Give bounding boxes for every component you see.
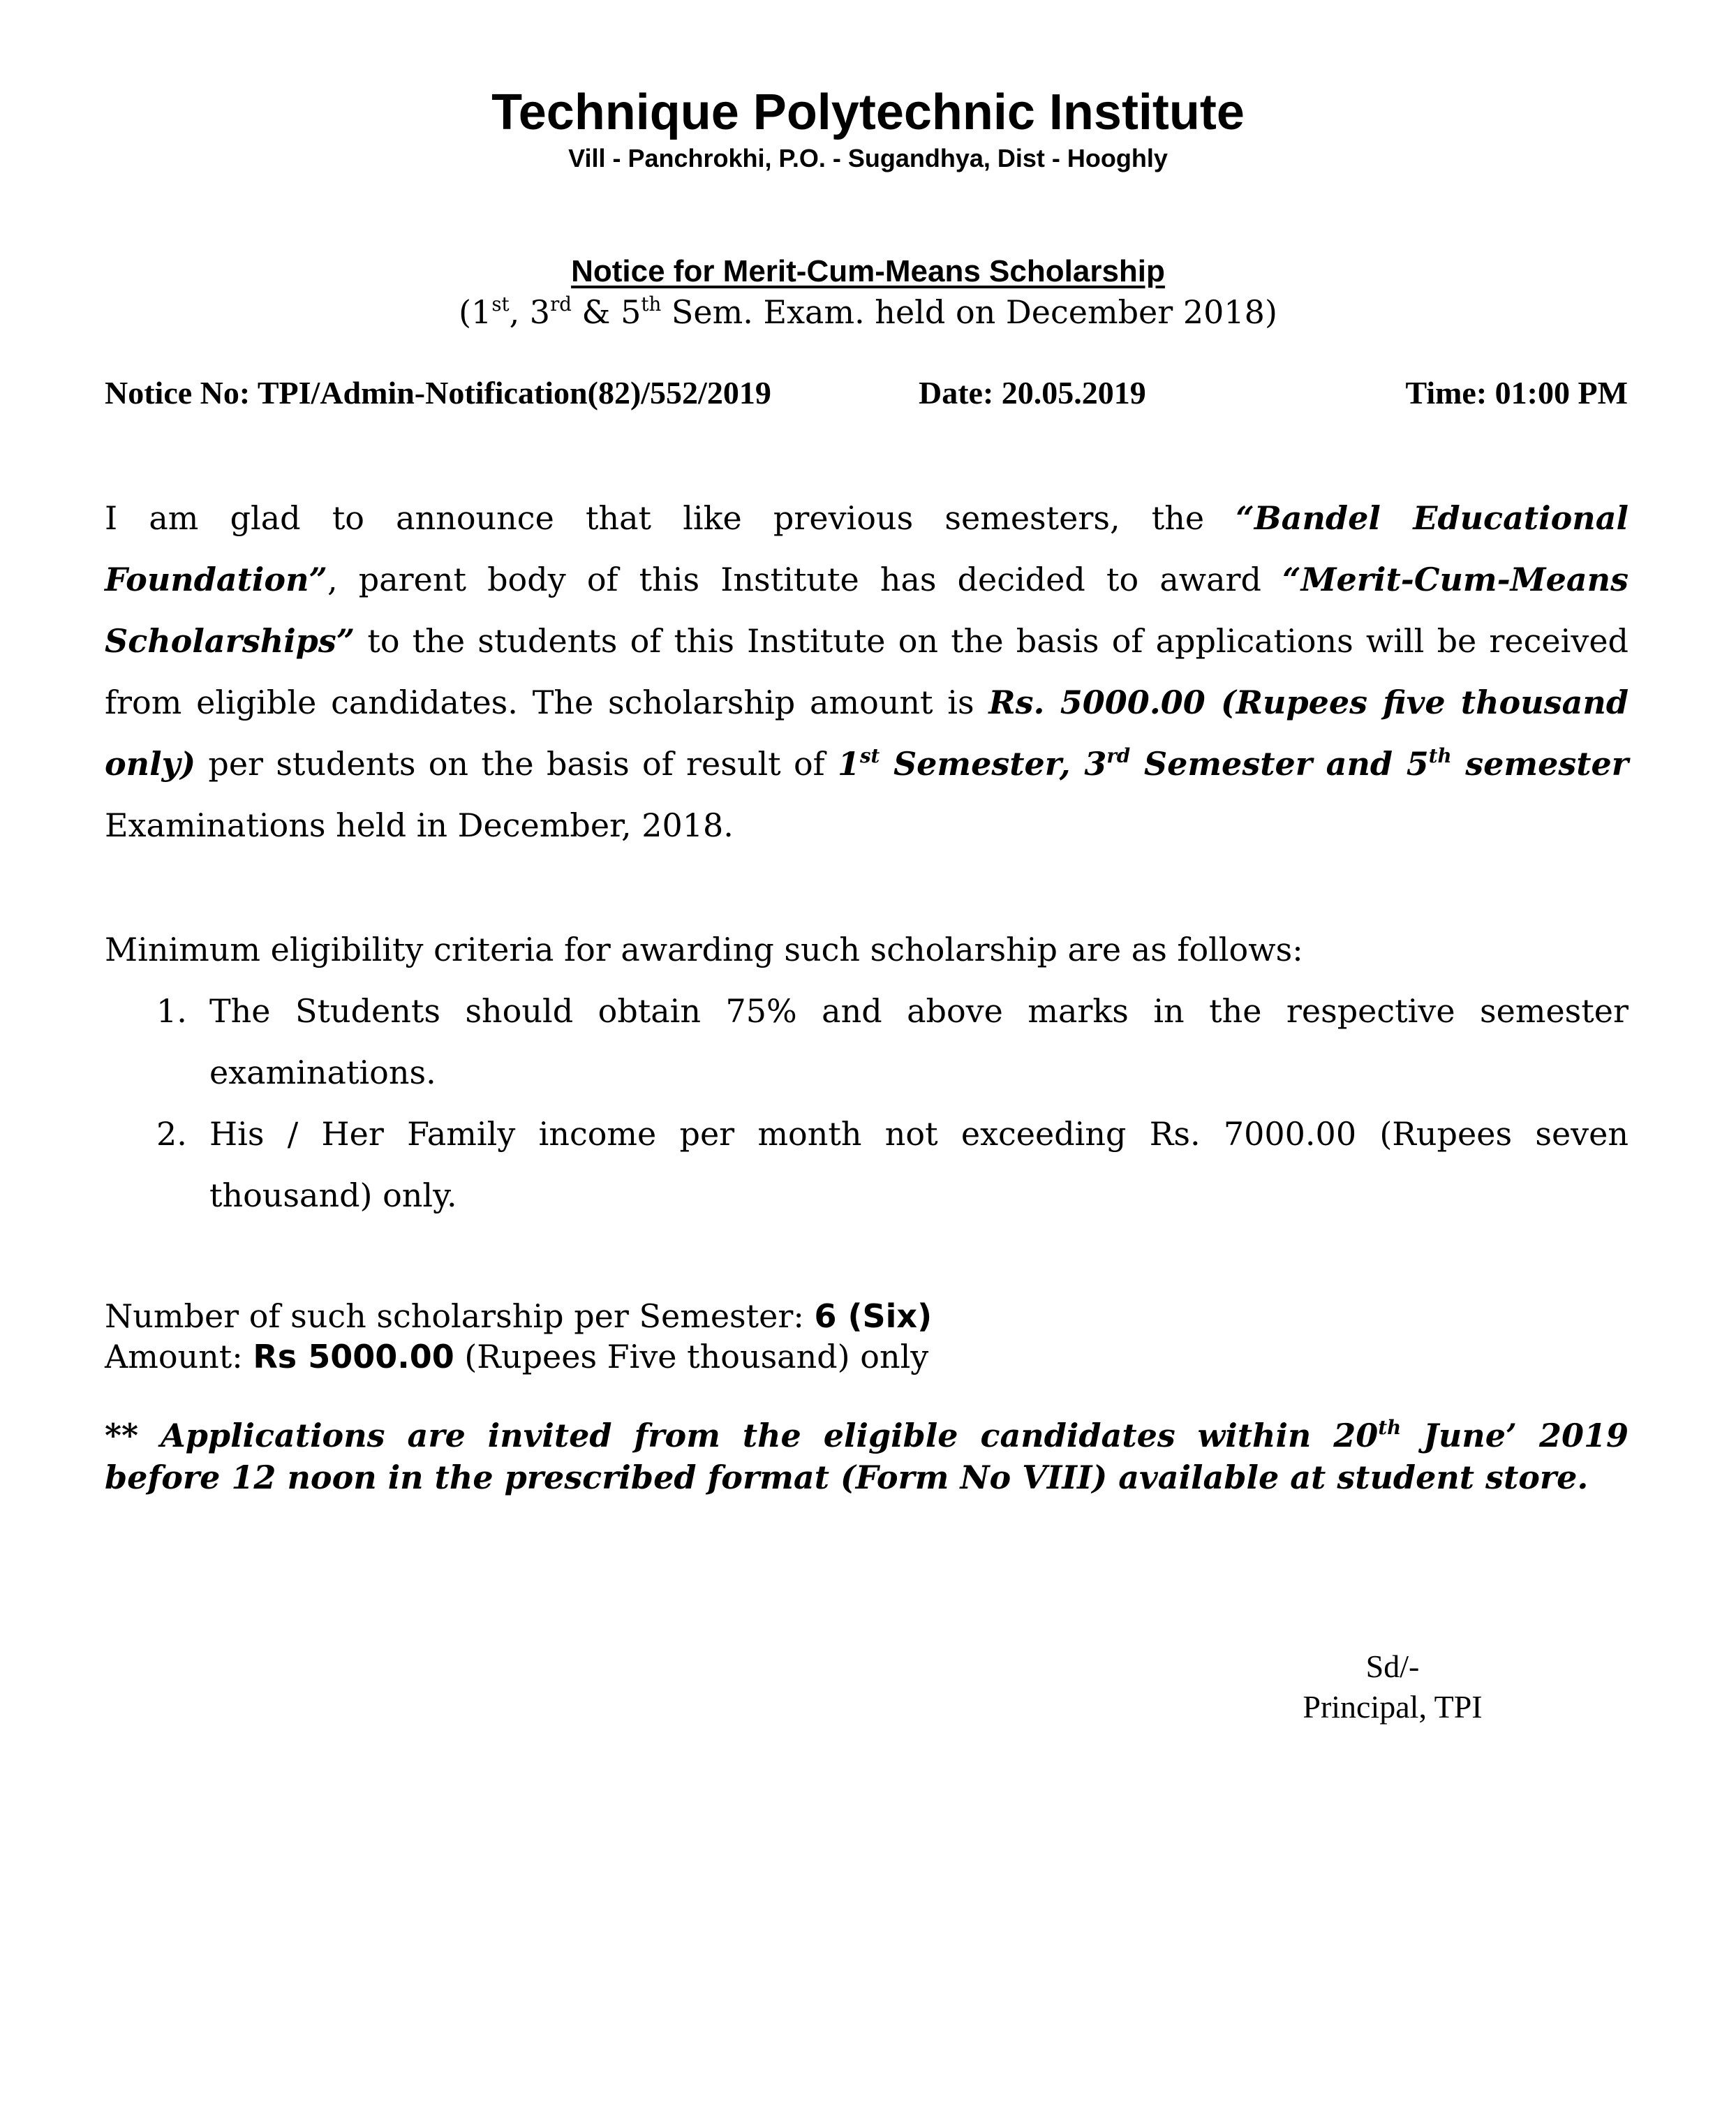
body-text: Examinations held in December, 2018. xyxy=(105,806,734,844)
count-value: 6 (Six) xyxy=(814,1297,933,1335)
application-sup: th xyxy=(1378,1416,1402,1440)
list-text: The Students should obtain 75% and above marks in the respective semester examinations. xyxy=(209,992,1629,1091)
list-number: 1. xyxy=(156,992,187,1030)
application-text: ** Applications are invited from the eligible candidates within 20 xyxy=(105,1417,1379,1454)
application-text: June’ 2019 before 12 noon in the prescribed format (Form No VIII) available at student store. xyxy=(105,1417,1629,1496)
list-number: 2. xyxy=(156,1115,187,1153)
criteria-list xyxy=(105,980,1629,1226)
semester-sup: st xyxy=(859,744,880,768)
subtitle-text: (1 xyxy=(459,293,492,331)
scholarship-details xyxy=(105,1296,932,1377)
institute-address: Vill - Panchrokhi, P.O. - Sugandhya, Dist - Hooghly xyxy=(568,144,1168,172)
subtitle-sup: st xyxy=(491,293,510,316)
subtitle-text: Sem. Exam. held on December 2018) xyxy=(661,293,1277,331)
notice-number: Notice No: TPI/Admin-Notification(82)/552/2019 xyxy=(105,375,771,411)
body-text: , parent body of this Institute has decided to award xyxy=(327,561,1283,598)
body-text: per students on the basis of result of xyxy=(195,745,838,783)
amount-suffix: (Rupees Five thousand) only xyxy=(454,1338,929,1375)
scholarship-amount: Rs. 5000.00 (Rupees five thousand only) xyxy=(105,684,1629,783)
semester-text: 1 xyxy=(837,745,860,783)
semester-sup: th xyxy=(1428,744,1452,768)
semester-sup: rd xyxy=(1106,744,1131,768)
institute-name: Technique Polytechnic Institute xyxy=(491,84,1245,140)
list-item xyxy=(105,980,1629,1103)
signature-sd: Sd/- xyxy=(1365,1648,1420,1684)
amount-value: Rs 5000.00 xyxy=(253,1338,454,1375)
subtitle-text: , 3 xyxy=(509,293,551,331)
count-label: Number of such scholarship per Semester: xyxy=(105,1297,815,1335)
notice-subtitle xyxy=(0,293,1736,331)
semester-text: Semester, 3 xyxy=(880,745,1107,783)
body-text: I am glad to announce that like previous semesters, the xyxy=(105,499,1236,537)
signature-title: Principal, TPI xyxy=(1303,1689,1483,1725)
criteria-intro: Minimum eligibility criteria for awarding such scholarship are as follows: xyxy=(105,931,1303,968)
semester-list xyxy=(838,745,1629,783)
foundation-name: “Bandel Educational Foundation” xyxy=(105,499,1629,598)
notice-title: Notice for Merit-Cum-Means Scholarship xyxy=(571,254,1165,288)
signature-block xyxy=(1236,1646,1550,1727)
notice-date: Date: 20.05.2019 xyxy=(919,375,1146,411)
announcement-paragraph xyxy=(105,487,1629,856)
notice-time: Time: 01:00 PM xyxy=(1405,375,1628,411)
semester-text: semester xyxy=(1451,745,1629,783)
semester-text: Semester and 5 xyxy=(1130,745,1429,783)
list-text: His / Her Family income per month not exceeding Rs. 7000.00 (Rupees seven thousand) only. xyxy=(209,1115,1629,1214)
amount-label: Amount: xyxy=(105,1338,253,1375)
application-note xyxy=(105,1415,1629,1498)
scholarship-name: “Merit-Cum-Means Scholarships” xyxy=(105,561,1629,660)
subtitle-text: & 5 xyxy=(571,293,641,331)
subtitle-sup: rd xyxy=(550,293,572,316)
list-item xyxy=(105,1103,1629,1226)
subtitle-sup: th xyxy=(641,293,662,316)
body-text: to the students of this Institute on the basis of applications will be received from eligible candidates. The scholarship amount is xyxy=(105,622,1629,721)
